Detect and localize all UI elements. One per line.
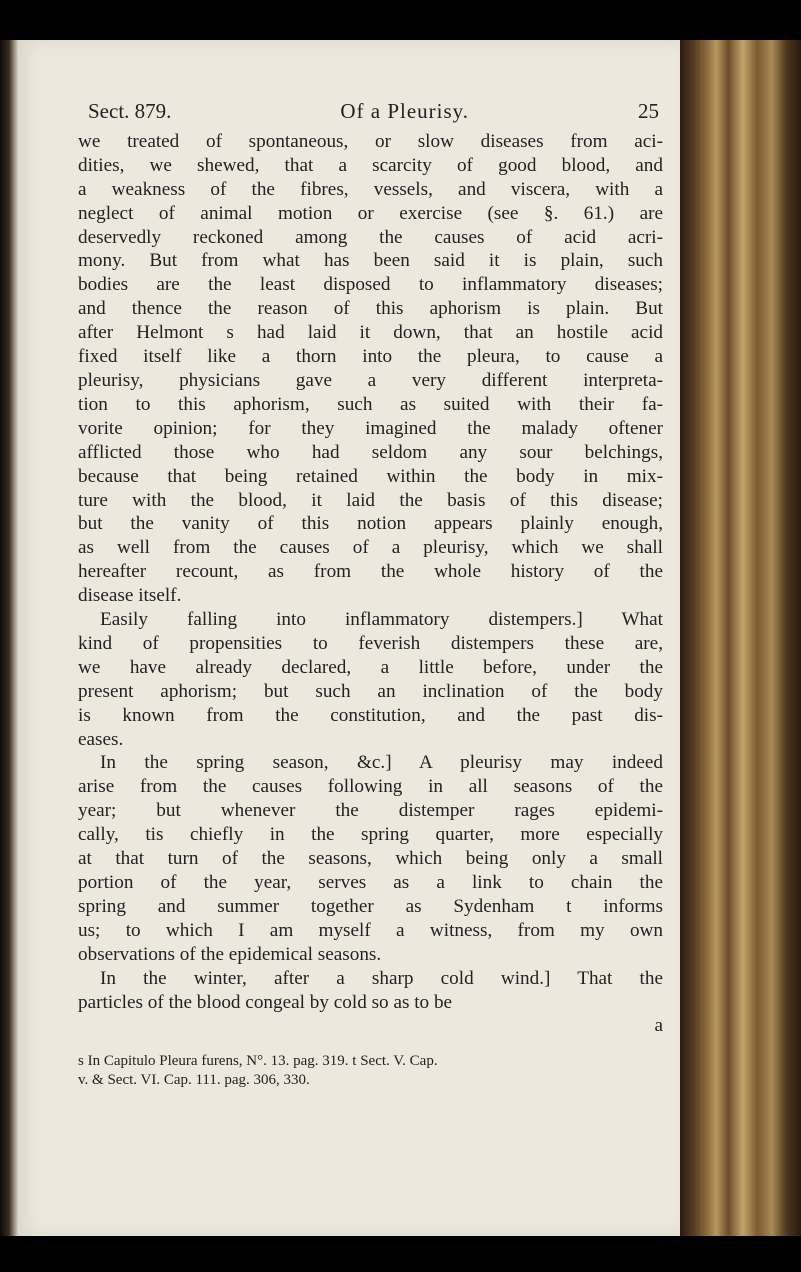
text-line: fixed itself like a thorn into the pleura, to cause a bbox=[78, 346, 663, 368]
text-line: year; but whenever the distemper rages epidemi- bbox=[78, 800, 663, 822]
text-line: portion of the year, serves as a link to chain the bbox=[78, 872, 663, 893]
text-line: hereafter recount, as from the whole history of the bbox=[78, 561, 663, 583]
text-line: neglect of animal motion or exercise (see §. 61.) are bbox=[78, 202, 663, 224]
text-line: spring and summer together as Sydenham t informs bbox=[78, 895, 663, 917]
book-left-edge bbox=[0, 40, 18, 1236]
text-line: present aphorism; but such an inclination of the body bbox=[78, 680, 663, 702]
text-line: us; to which I am myself a witness, from my own bbox=[78, 919, 663, 941]
footnote-line: s In Capitulo Pleura furens, N°. 13. pag. 319. t Sect. V. Cap. bbox=[78, 1053, 438, 1070]
section-number: Sect. 879. bbox=[88, 99, 172, 123]
text-line: disease itself. bbox=[78, 585, 182, 607]
text-line: after Helmont s had laid it down, that an hostile acid bbox=[78, 322, 663, 344]
text-line: tion to this aphorism, such as suited with their fa- bbox=[78, 393, 663, 415]
text-line: In the spring season, &c.] A pleurisy may indeed bbox=[100, 752, 663, 774]
text-line: mony. But from what has been said it is plain, such bbox=[78, 250, 663, 272]
text-line: Easily falling into inflammatory distempers.] What bbox=[100, 609, 663, 631]
text-line: a weakness of the fibres, vessels, and viscera, with a bbox=[78, 178, 663, 200]
running-title: Of a Pleurisy. bbox=[340, 99, 470, 123]
text-line: kind of propensities to feverish distempers these are, bbox=[78, 632, 663, 654]
text-line: bodies are the least disposed to inflammatory diseases; bbox=[78, 274, 663, 296]
book-spine bbox=[680, 40, 801, 1236]
running-header bbox=[78, 100, 663, 124]
text-line: In the winter, after a sharp cold wind.] That the bbox=[100, 967, 663, 989]
footnotes bbox=[78, 1052, 663, 1090]
page-number: 25 bbox=[637, 99, 659, 123]
text-line: observations of the epidemical seasons. bbox=[78, 943, 382, 965]
text-line: but the vanity of this notion appears plainly enough, bbox=[78, 513, 663, 535]
text-line: is known from the constitution, and the past dis- bbox=[78, 704, 663, 726]
text-line: as well from the causes of a pleurisy, which we shall bbox=[78, 537, 663, 559]
text-line: particles of the blood congeal by cold so as to be bbox=[78, 991, 453, 1013]
text-line: we treated of spontaneous, or slow diseases from aci- bbox=[78, 130, 663, 152]
text-line: and thence the reason of this aphorism is plain. But bbox=[78, 298, 663, 320]
text-line: at that turn of the seasons, which being only a small bbox=[78, 848, 663, 870]
footnote-line: v. & Sect. VI. Cap. 111. pag. 306, 330. bbox=[78, 1072, 310, 1089]
catchword: a bbox=[654, 1015, 663, 1037]
text-line: ture with the blood, it laid the basis of this disease; bbox=[78, 489, 663, 511]
text-line: pleurisy, physicians gave a very different interpreta- bbox=[78, 369, 663, 391]
text-line: vorite opinion; for they imagined the malady oftener bbox=[78, 417, 663, 439]
text-line: because that being retained within the body in mix- bbox=[78, 465, 663, 487]
text-line: eases. bbox=[78, 728, 124, 750]
text-line: cally, tis chiefly in the spring quarter, more especially bbox=[78, 824, 663, 846]
text-line: afflicted those who had seldom any sour belchings, bbox=[78, 441, 663, 463]
text-line: we have already declared, a little before, under the bbox=[78, 656, 663, 678]
page-text-block bbox=[78, 100, 663, 1090]
text-line: arise from the causes following in all seasons of the bbox=[78, 776, 663, 798]
body-text bbox=[78, 130, 663, 1015]
text-line: deservedly reckoned among the causes of acid acri- bbox=[78, 226, 663, 248]
text-line: dities, we shewed, that a scarcity of good blood, and bbox=[78, 154, 663, 176]
